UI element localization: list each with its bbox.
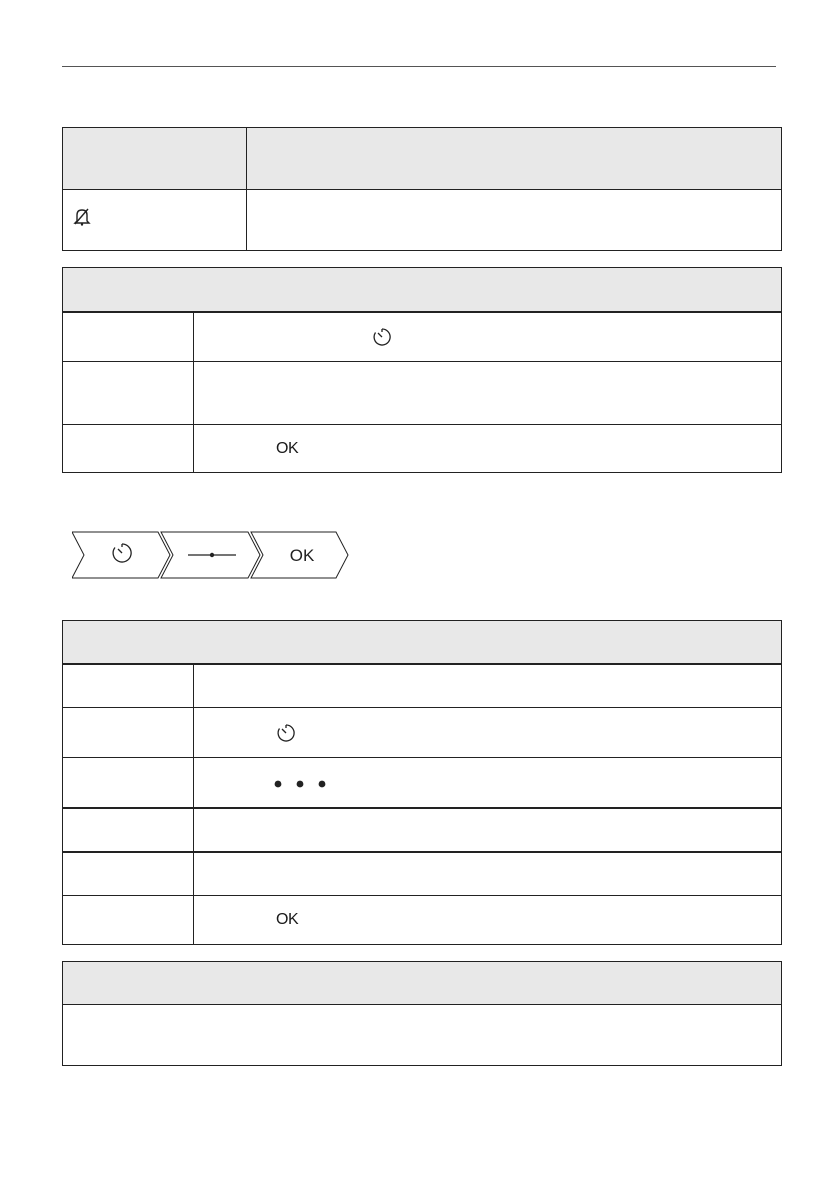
bell-off-icon — [73, 207, 91, 227]
more-options-icon[interactable] — [270, 779, 330, 789]
ok-icon: OK — [289, 546, 315, 565]
step-instruction — [194, 896, 782, 945]
header-rule — [62, 66, 776, 67]
symbol-table-header-description — [247, 128, 782, 190]
step-instruction — [194, 664, 782, 708]
symbol-cell — [63, 190, 247, 251]
step-number — [63, 708, 194, 758]
step-number — [63, 312, 194, 362]
step-number — [63, 808, 194, 852]
step-number — [63, 896, 194, 945]
timer-icon[interactable] — [276, 723, 296, 743]
step-instruction — [194, 758, 782, 808]
step-instruction — [194, 808, 782, 852]
step-number — [63, 852, 194, 896]
step-instruction — [194, 312, 782, 362]
step-instruction — [194, 708, 782, 758]
steps-table-1 — [62, 267, 782, 473]
sequence-step-ok — [251, 532, 348, 578]
timer-icon[interactable] — [372, 327, 392, 347]
note-body — [63, 1005, 782, 1066]
step-number — [63, 425, 194, 473]
step-number — [63, 758, 194, 808]
step-number — [63, 362, 194, 425]
sequence-step-timer — [72, 532, 170, 578]
ok-icon[interactable]: OK — [276, 439, 299, 457]
symbol-table — [62, 127, 782, 251]
note-table — [62, 961, 782, 1066]
step-instruction — [194, 362, 782, 425]
steps-table-2-header — [63, 621, 782, 664]
step-number — [63, 664, 194, 708]
sequence-step-slider — [161, 532, 260, 578]
symbol-table-header-symbol — [63, 128, 247, 190]
ok-icon[interactable]: OK — [276, 911, 299, 928]
step-instruction — [194, 852, 782, 896]
step-sequence — [72, 531, 352, 579]
note-table-header — [63, 962, 782, 1005]
steps-table-1-header — [63, 268, 782, 312]
steps-table-2 — [62, 620, 782, 945]
symbol-description-cell — [247, 190, 782, 251]
step-instruction — [194, 425, 782, 473]
